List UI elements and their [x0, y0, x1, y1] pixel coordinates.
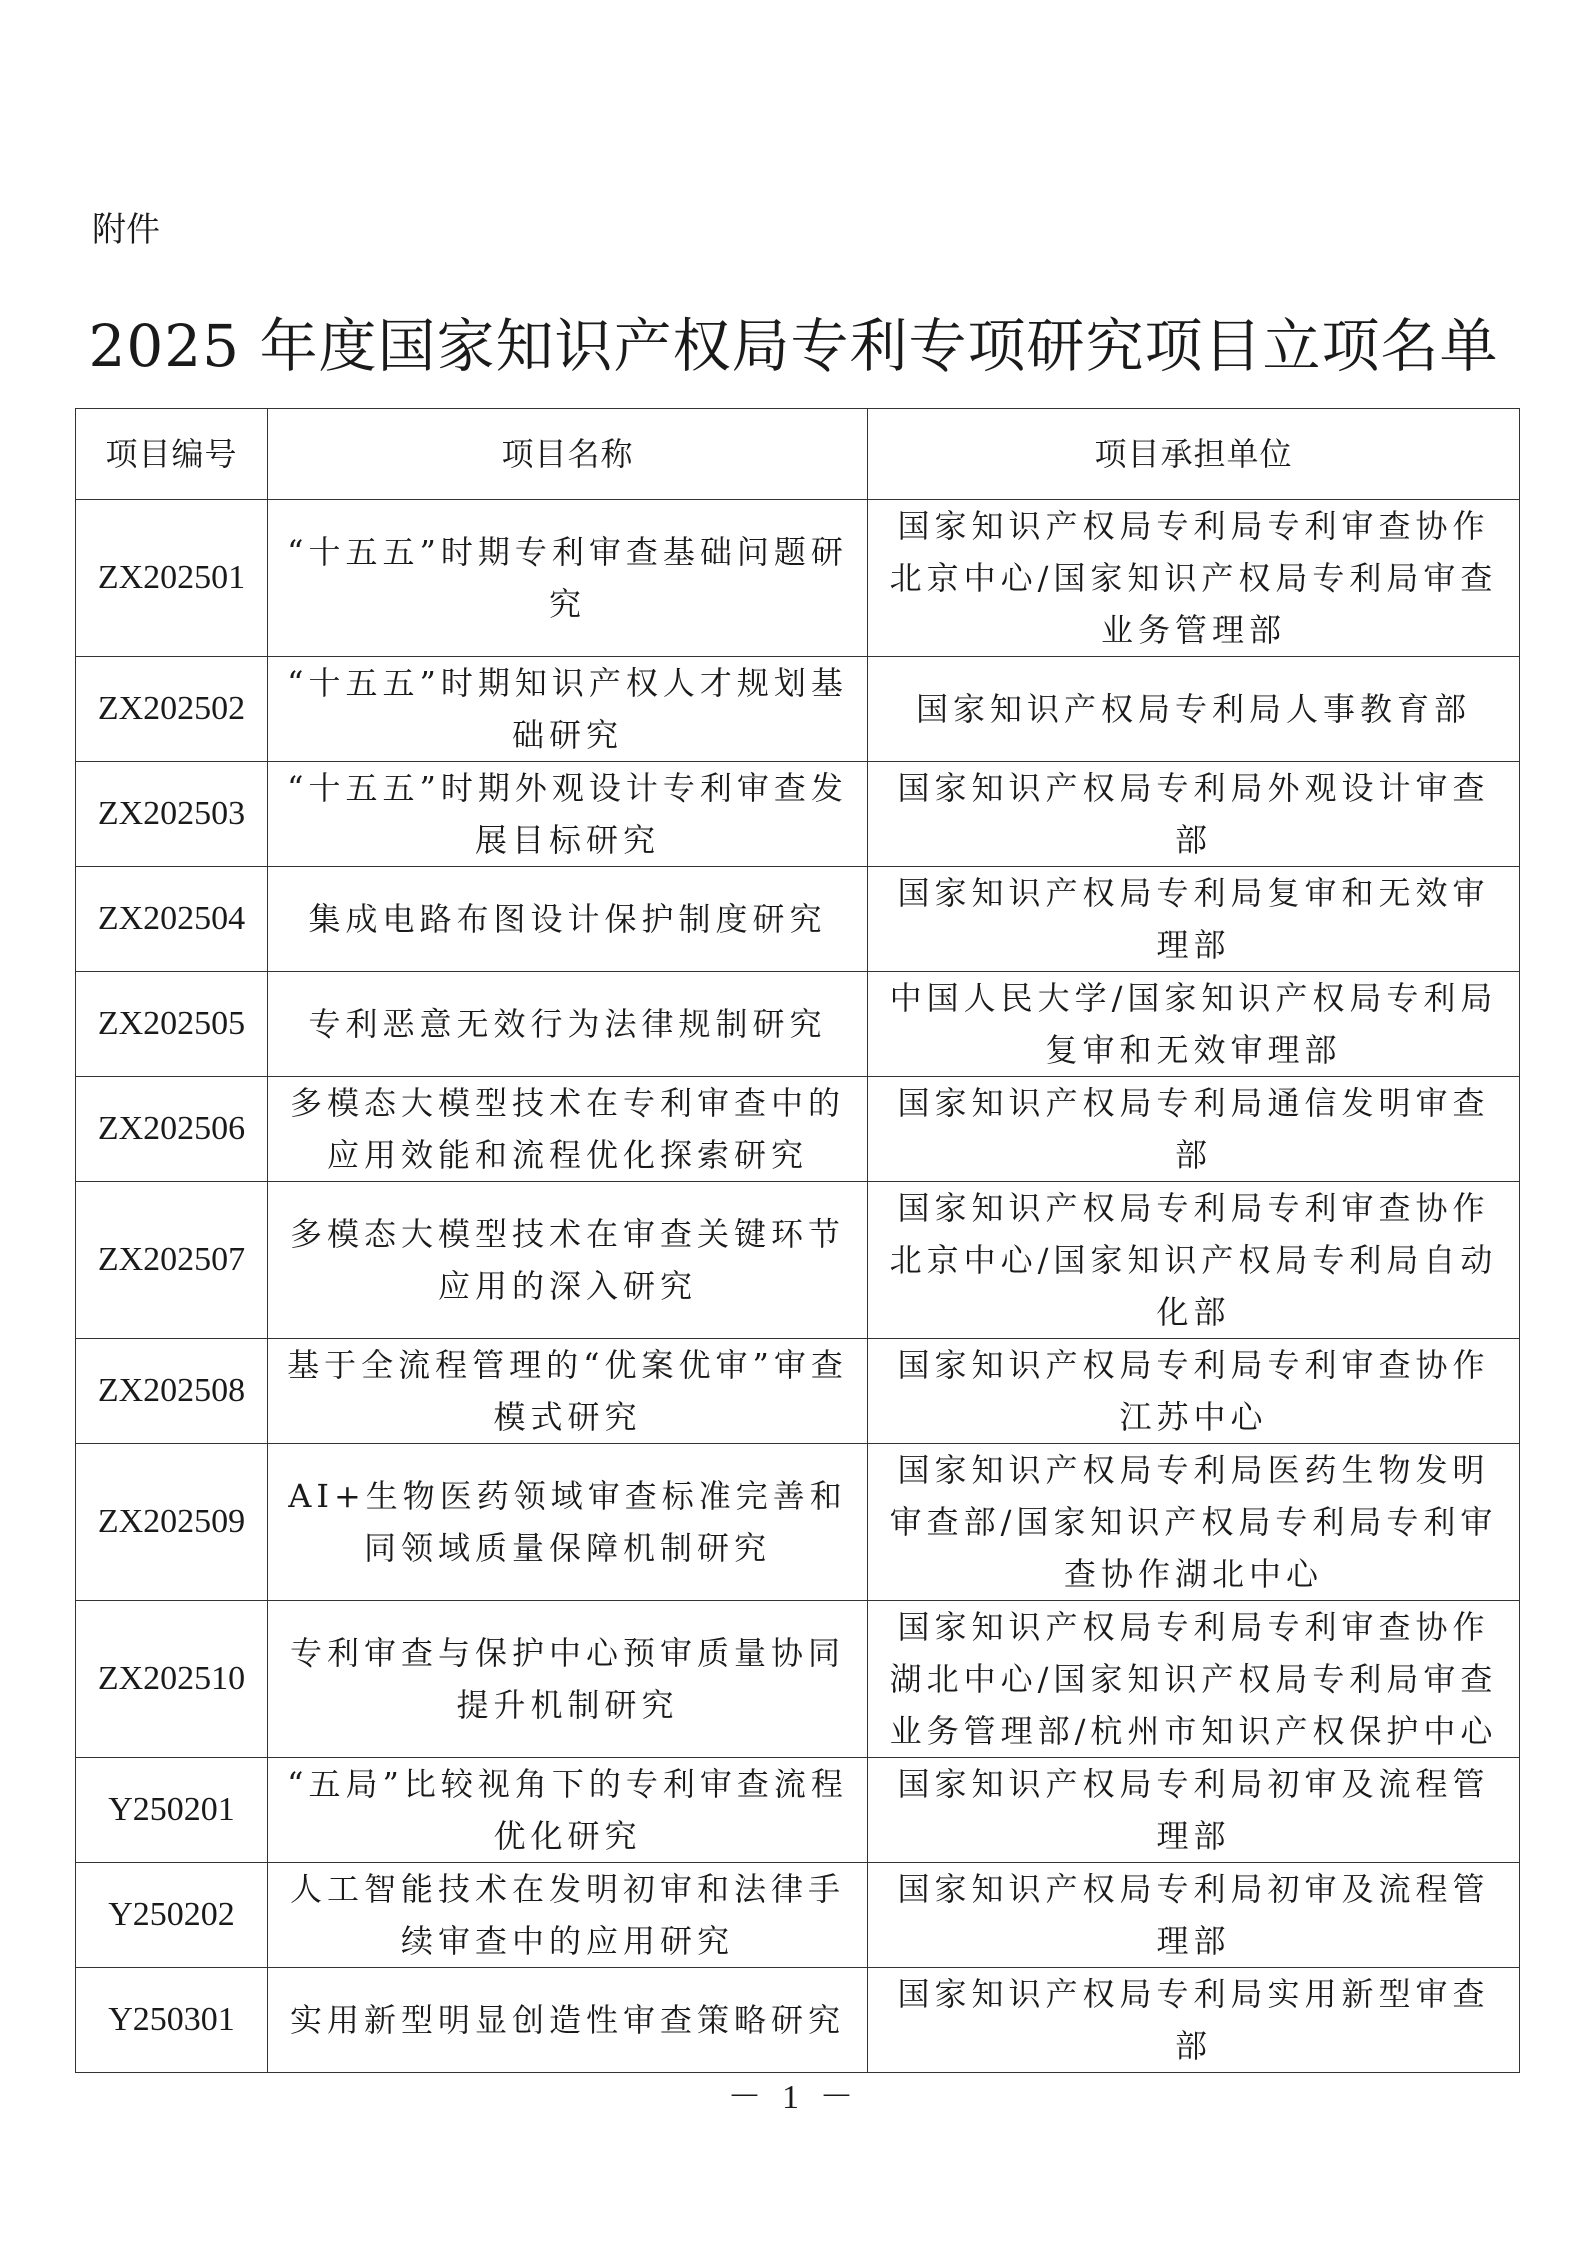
project-name: 专利恶意无效行为法律规制研究 — [268, 972, 868, 1077]
table-row — [76, 1968, 1520, 2073]
table-row — [76, 1444, 1520, 1601]
table-row — [76, 1182, 1520, 1339]
project-name: 基于全流程管理的“优案优审”审查模式研究 — [268, 1339, 868, 1444]
project-unit: 国家知识产权局专利局专利审查协作江苏中心 — [868, 1339, 1520, 1444]
project-name: 专利审查与保护中心预审质量协同提升机制研究 — [268, 1601, 868, 1758]
project-code: ZX202506 — [76, 1077, 268, 1182]
project-unit: 国家知识产权局专利局专利审查协作北京中心/国家知识产权局专利局自动化部 — [868, 1182, 1520, 1339]
table-row — [76, 867, 1520, 972]
project-code: ZX202508 — [76, 1339, 268, 1444]
table-row — [76, 1339, 1520, 1444]
project-code: Y250201 — [76, 1758, 268, 1863]
document-title: 2025 年度国家知识产权局专利专项研究项目立项名单 — [88, 312, 1499, 380]
project-name: “十五五”时期知识产权人才规划基础研究 — [268, 657, 868, 762]
project-code: ZX202510 — [76, 1601, 268, 1758]
project-unit: 国家知识产权局专利局人事教育部 — [868, 657, 1520, 762]
table-row — [76, 1601, 1520, 1758]
project-name: 多模态大模型技术在专利审查中的应用效能和流程优化探索研究 — [268, 1077, 868, 1182]
project-unit: 国家知识产权局专利局医药生物发明审查部/国家知识产权局专利局专利审查协作湖北中心 — [868, 1444, 1520, 1601]
table-row — [76, 762, 1520, 867]
project-unit: 国家知识产权局专利局通信发明审查部 — [868, 1077, 1520, 1182]
project-unit: 国家知识产权局专利局实用新型审查部 — [868, 1968, 1520, 2073]
project-unit: 国家知识产权局专利局专利审查协作湖北中心/国家知识产权局专利局审查业务管理部/杭州市知识产权保护中心 — [868, 1601, 1520, 1758]
project-name: 实用新型明显创造性审查策略研究 — [268, 1968, 868, 2073]
header-project-unit: 项目承担单位 — [868, 409, 1520, 500]
project-code: ZX202501 — [76, 500, 268, 657]
table-row — [76, 1077, 1520, 1182]
project-list-table — [75, 408, 1520, 2073]
table-row — [76, 500, 1520, 657]
page-number: － 1 － — [727, 2079, 860, 2116]
project-name: 多模态大模型技术在审查关键环节应用的深入研究 — [268, 1182, 868, 1339]
project-code: ZX202503 — [76, 762, 268, 867]
project-unit: 国家知识产权局专利局复审和无效审理部 — [868, 867, 1520, 972]
project-unit: 国家知识产权局专利局初审及流程管理部 — [868, 1758, 1520, 1863]
project-unit: 国家知识产权局专利局专利审查协作北京中心/国家知识产权局专利局审查业务管理部 — [868, 500, 1520, 657]
table-row — [76, 972, 1520, 1077]
attachment-label: 附件 — [92, 210, 160, 250]
project-unit: 国家知识产权局专利局外观设计审查部 — [868, 762, 1520, 867]
project-code: ZX202504 — [76, 867, 268, 972]
table-row — [76, 1863, 1520, 1968]
project-code: ZX202505 — [76, 972, 268, 1077]
header-project-code: 项目编号 — [76, 409, 268, 500]
project-name: “十五五”时期专利审查基础问题研究 — [268, 500, 868, 657]
project-unit: 国家知识产权局专利局初审及流程管理部 — [868, 1863, 1520, 1968]
project-name: AI+生物医药领域审查标准完善和同领域质量保障机制研究 — [268, 1444, 868, 1601]
project-unit: 中国人民大学/国家知识产权局专利局复审和无效审理部 — [868, 972, 1520, 1077]
project-code: Y250301 — [76, 1968, 268, 2073]
project-name: 集成电路布图设计保护制度研究 — [268, 867, 868, 972]
project-name: “五局”比较视角下的专利审查流程优化研究 — [268, 1758, 868, 1863]
table-row — [76, 1758, 1520, 1863]
project-code: ZX202502 — [76, 657, 268, 762]
project-name: 人工智能技术在发明初审和法律手续审查中的应用研究 — [268, 1863, 868, 1968]
project-code: ZX202509 — [76, 1444, 268, 1601]
table-row — [76, 657, 1520, 762]
table-header-row — [76, 409, 1520, 500]
project-code: Y250202 — [76, 1863, 268, 1968]
project-code: ZX202507 — [76, 1182, 268, 1339]
header-project-name: 项目名称 — [268, 409, 868, 500]
project-name: “十五五”时期外观设计专利审查发展目标研究 — [268, 762, 868, 867]
